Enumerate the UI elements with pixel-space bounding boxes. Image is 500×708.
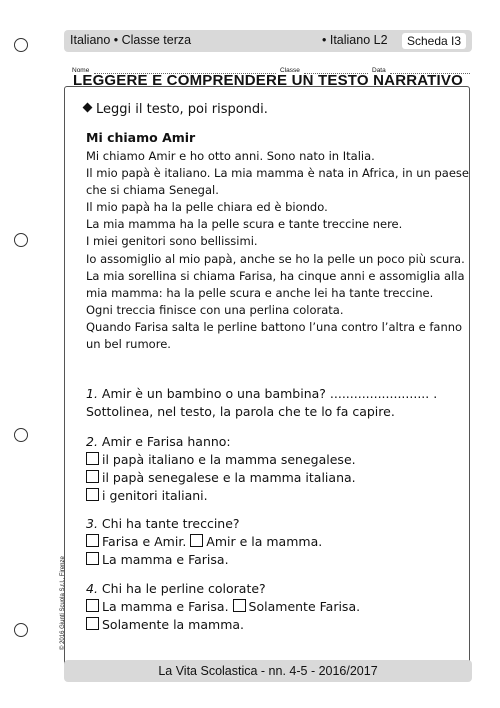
answer-checkbox[interactable] <box>86 617 99 630</box>
story-line: che si chiama Senegal. <box>86 183 219 198</box>
story-line: La mia sorellina si chiama Farisa, ha cinque anni e assomiglia alla <box>86 268 465 283</box>
answer-option: La mamma e Farisa. <box>102 552 229 567</box>
question-3 <box>86 515 322 569</box>
question-2 <box>86 433 356 505</box>
story-line: Il mio papà ha la pelle chiara ed è biondo. <box>86 200 328 215</box>
question-number: 2. <box>86 434 98 449</box>
answer-option: il papà italiano e la mamma senegalese. <box>102 452 356 467</box>
class-label: Classe <box>280 67 300 74</box>
answer-option: La mamma e Farisa. <box>102 599 229 614</box>
question-text: Chi ha tante treccine? <box>101 516 240 531</box>
question-text: Chi ha le perline colorate? <box>101 581 266 596</box>
copyright-notice: © 2016 Giunti Scuola S.r.l., Firenze <box>60 556 66 650</box>
answer-option: Solamente la mamma. <box>102 617 244 632</box>
story-line: I miei genitori sono bellissimi. <box>86 234 258 249</box>
question-text[interactable]: Amir è un bambino o una bambina? ......................... . <box>101 386 438 401</box>
question-number: 3. <box>86 516 98 531</box>
question-text: Amir e Farisa hanno: <box>101 434 231 449</box>
footer-bar: La Vita Scolastica - nn. 4-5 - 2016/2017 <box>64 660 472 682</box>
answer-option: Amir e la mamma. <box>206 534 323 549</box>
instruction <box>84 102 268 117</box>
header-subject: Italiano • Classe terza <box>70 33 192 47</box>
story-line: Ogni treccia finisce con una perlina colorata. <box>86 302 344 317</box>
instruction-text: Leggi il testo, poi rispondi. <box>96 102 268 117</box>
question-number: 1. <box>86 386 98 401</box>
answer-option: Solamente Farisa. <box>248 599 361 614</box>
worksheet-tag: Scheda I3 <box>402 33 466 49</box>
header-bar <box>64 30 472 52</box>
binder-hole <box>14 428 28 442</box>
story-line: mia mamma: ha la pelle scura e anche lei ha tante treccine. <box>86 285 434 300</box>
date-label: Data <box>372 67 386 74</box>
question-subtext: Sottolinea, nel testo, la parola che te lo fa capire. <box>86 404 395 419</box>
answer-checkbox[interactable] <box>86 488 99 501</box>
answer-checkbox[interactable] <box>86 552 99 565</box>
story-line: un bel rumore. <box>86 337 171 352</box>
answer-checkbox[interactable] <box>190 534 203 547</box>
header-course: • Italiano L2 <box>322 33 388 47</box>
answer-checkbox[interactable] <box>86 470 99 483</box>
story-line: Il mio papà è italiano. La mia mamma è nata in Africa, in un paese <box>86 166 469 181</box>
name-label: Nome <box>72 67 90 74</box>
page-title: LEGGERE E COMPRENDERE UN TESTO NARRATIVO <box>73 72 463 89</box>
story-title: Mi chiamo Amir <box>86 130 196 145</box>
binder-hole <box>14 623 28 637</box>
question-4 <box>86 580 360 634</box>
binder-hole <box>14 233 28 247</box>
binder-hole <box>14 38 28 52</box>
answer-checkbox[interactable] <box>86 452 99 465</box>
answer-option: Farisa e Amir. <box>102 534 187 549</box>
answer-checkbox[interactable] <box>86 534 99 547</box>
question-number: 4. <box>86 581 98 596</box>
question-1 <box>86 385 437 421</box>
answer-checkbox[interactable] <box>86 599 99 612</box>
story-line: Quando Farisa salta le perline battono l’una contro l’altra e fanno <box>86 319 463 334</box>
answer-option: i genitori italiani. <box>102 488 208 503</box>
story-text <box>86 148 481 353</box>
answer-option: il papà senegalese e la mamma italiana. <box>102 470 356 485</box>
story-line: Io assomiglio al mio papà, anche se ho la pelle un poco più scura. <box>86 251 465 266</box>
answer-checkbox[interactable] <box>233 599 246 612</box>
story-line: Mi chiamo Amir e ho otto anni. Sono nato in Italia. <box>86 149 375 163</box>
bullet-icon <box>83 103 93 113</box>
story-line: La mia mamma ha la pelle scura e tante treccine nere. <box>86 217 403 232</box>
